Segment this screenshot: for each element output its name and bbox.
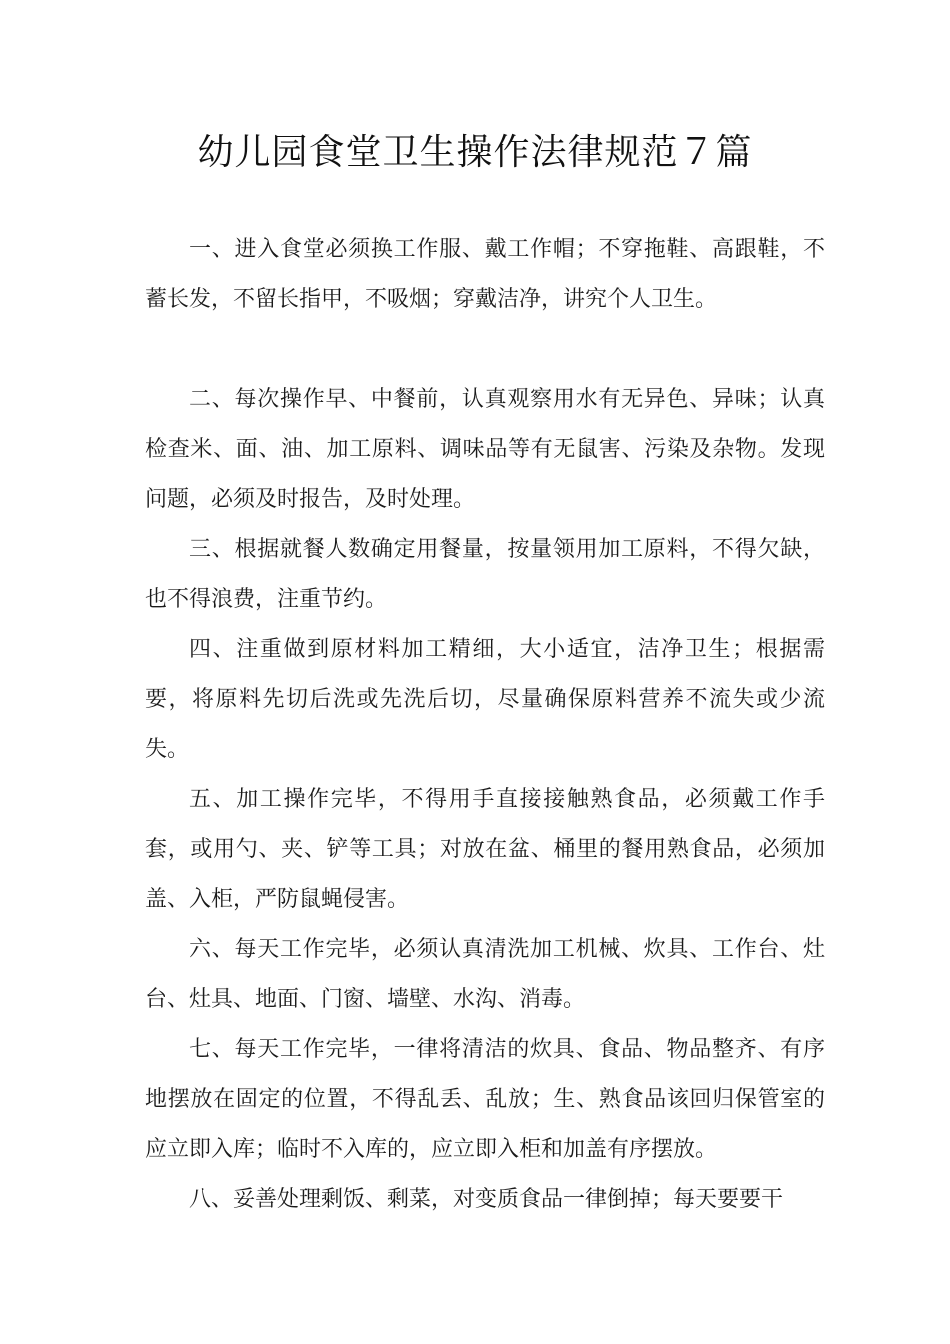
paragraph-5: 五、加工操作完毕，不得用手直接接触熟食品，必须戴工作手套，或用勺、夹、铲等工具；对放在盆、桶里的餐用熟食品，必须加盖、入柜，严防鼠蝇侵害。: [145, 787, 825, 912]
paragraph-7: 七、每天工作完毕，一律将清洁的炊具、食品、物品整齐、有序地摆放在固定的位置，不得乱丢、乱放；生、熟食品该回归保管室的应立即入库；临时不入库的，应立即入柜和加盖有序摆放。: [145, 1037, 825, 1162]
paragraph-6: 六、每天工作完毕，必须认真清洗加工机械、炊具、工作台、灶台、灶具、地面、门窗、墙壁、水沟、消毒。: [145, 937, 825, 1012]
paragraph-gap: [145, 325, 825, 375]
page-title: 幼儿园食堂卫生操作法律规范７篇: [197, 132, 753, 173]
document-body: [145, 225, 825, 1225]
paragraph-2: 二、每次操作早、中餐前，认真观察用水有无异色、异味；认真检查米、面、油、加工原料、调味品等有无鼠害、污染及杂物。发现问题，必须及时报告，及时处理。: [145, 387, 825, 512]
paragraph-4: 四、注重做到原材料加工精细，大小适宜，洁净卫生；根据需要，将原料先切后洗或先洗后切，尽量确保原料营养不流失或少流失。: [145, 637, 825, 762]
paragraph-8: 八、妥善处理剩饭、剩菜，对变质食品一律倒掉；每天要要干: [189, 1187, 784, 1212]
paragraph-1: 一、进入食堂必须换工作服、戴工作帽；不穿拖鞋、高跟鞋，不蓄长发，不留长指甲，不吸烟；穿戴洁净，讲究个人卫生。: [145, 237, 825, 312]
paragraph-3: 三、根据就餐人数确定用餐量，按量领用加工原料，不得欠缺，也不得浪费，注重节约。: [145, 537, 825, 612]
